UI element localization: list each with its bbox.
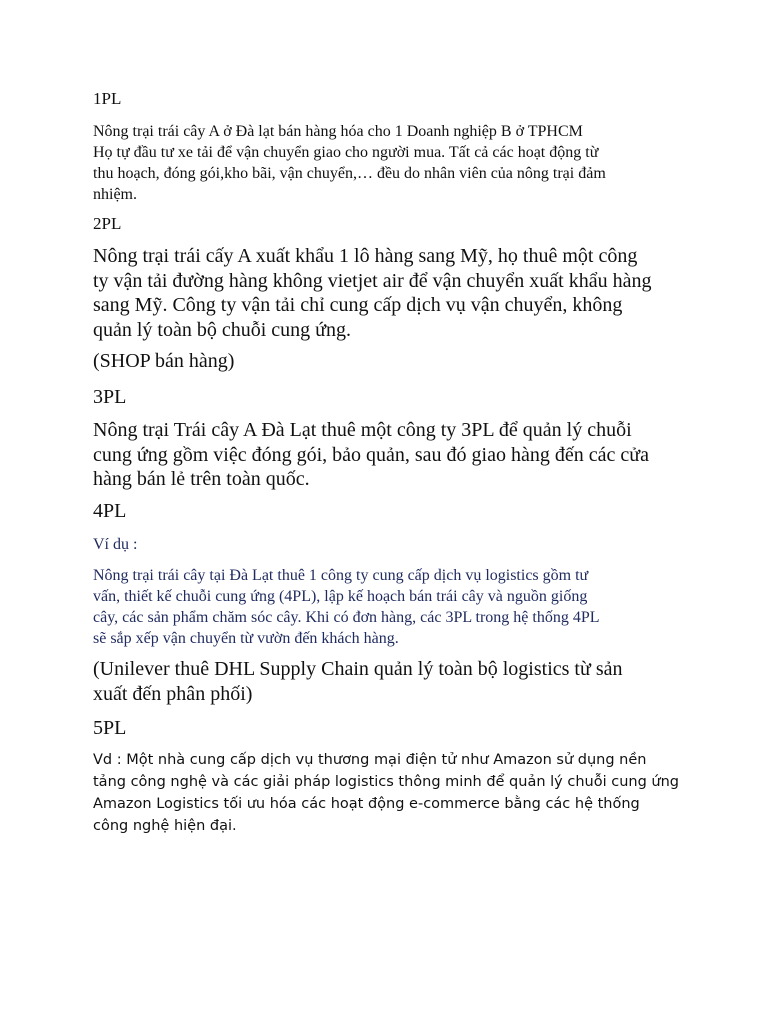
paragraph-5pl-line: Amazon Logistics tối ưu hóa các hoạt động e-commerce bằng các hệ thống (93, 796, 640, 812)
paragraph-4pl-line: cây, các sản phẩm chăm sóc cây. Khi có đơn hàng, các 3PL trong hệ thống 4PL (93, 609, 600, 626)
paragraph-5pl-line: Vd : Một nhà cung cấp dịch vụ thương mại điện tử như Amazon sử dụng nền (93, 752, 647, 768)
paragraph-3pl-line: Nông trại Trái cây A Đà Lạt thuê một công ty 3PL để quản lý chuỗi (93, 419, 632, 441)
paragraph-1pl-line: thu hoạch, đóng gói,kho bãi, vận chuyển,… đều do nhân viên của nông trại đảm (93, 165, 606, 182)
paragraph-unilever (93, 657, 683, 706)
heading-3pl: 3PL (93, 386, 127, 408)
paragraph-3pl-line: cung ứng gồm việc đóng gói, bảo quản, sau đó giao hàng đến các cửa (93, 443, 649, 466)
paragraph-4pl-line: vấn, thiết kế chuỗi cung ứng (4PL), lập kế hoạch bán trái cây và nguồn giống (93, 588, 588, 605)
paragraph-4pl-line: sẽ sắp xếp vận chuyển từ vườn đến khách hàng. (93, 630, 399, 647)
paragraph-4pl (93, 565, 683, 649)
example-label: Ví dụ : (93, 536, 138, 553)
heading-4pl: 4PL (93, 500, 127, 522)
paragraph-4pl-line: Nông trại trái cây tại Đà Lạt thuê 1 công ty cung cấp dịch vụ logistics gồm tư (93, 567, 589, 584)
paragraph-1pl (93, 121, 683, 205)
paragraph-5pl-line: tảng công nghệ và các giải pháp logistics thông minh để quản lý chuỗi cung ứng (93, 774, 679, 790)
paragraph-5pl-line: công nghệ hiện đại. (93, 818, 237, 834)
paragraph-2pl-line: quản lý toàn bộ chuỗi cung ứng. (93, 318, 352, 341)
paragraph-3pl (93, 418, 683, 492)
paragraph-unilever-line: (Unilever thuê DHL Supply Chain quản lý toàn bộ logistics từ sản (93, 658, 623, 680)
shop-note: (SHOP bán hàng) (93, 350, 235, 372)
paragraph-2pl-line: sang Mỹ. Công ty vận tải chỉ cung cấp dịch vụ vận chuyển, không (93, 294, 623, 316)
paragraph-3pl-line: hàng bán lẻ trên toàn quốc. (93, 468, 310, 490)
paragraph-unilever-line: xuất đến phân phối) (93, 682, 253, 705)
paragraph-2pl-line: Nông trại trái cấy A xuất khẩu 1 lô hàng sang Mỹ, họ thuê một công (93, 245, 638, 267)
paragraph-2pl-line: ty vận tải đường hàng không vietjet air để vận chuyển xuất khẩu hàng (93, 269, 652, 292)
paragraph-2pl (93, 244, 683, 342)
paragraph-1pl-line: nhiệm. (93, 186, 137, 203)
paragraph-5pl (93, 749, 683, 837)
heading-1pl: 1PL (93, 89, 122, 108)
heading-5pl: 5PL (93, 717, 127, 739)
paragraph-1pl-line: Họ tự đầu tư xe tải để vận chuyển giao cho người mua. Tất cả các hoạt động từ (93, 144, 599, 161)
paragraph-1pl-line: Nông trại trái cây A ở Đà lạt bán hàng hóa cho 1 Doanh nghiệp B ở TPHCM (93, 123, 583, 140)
heading-2pl: 2PL (93, 214, 122, 233)
